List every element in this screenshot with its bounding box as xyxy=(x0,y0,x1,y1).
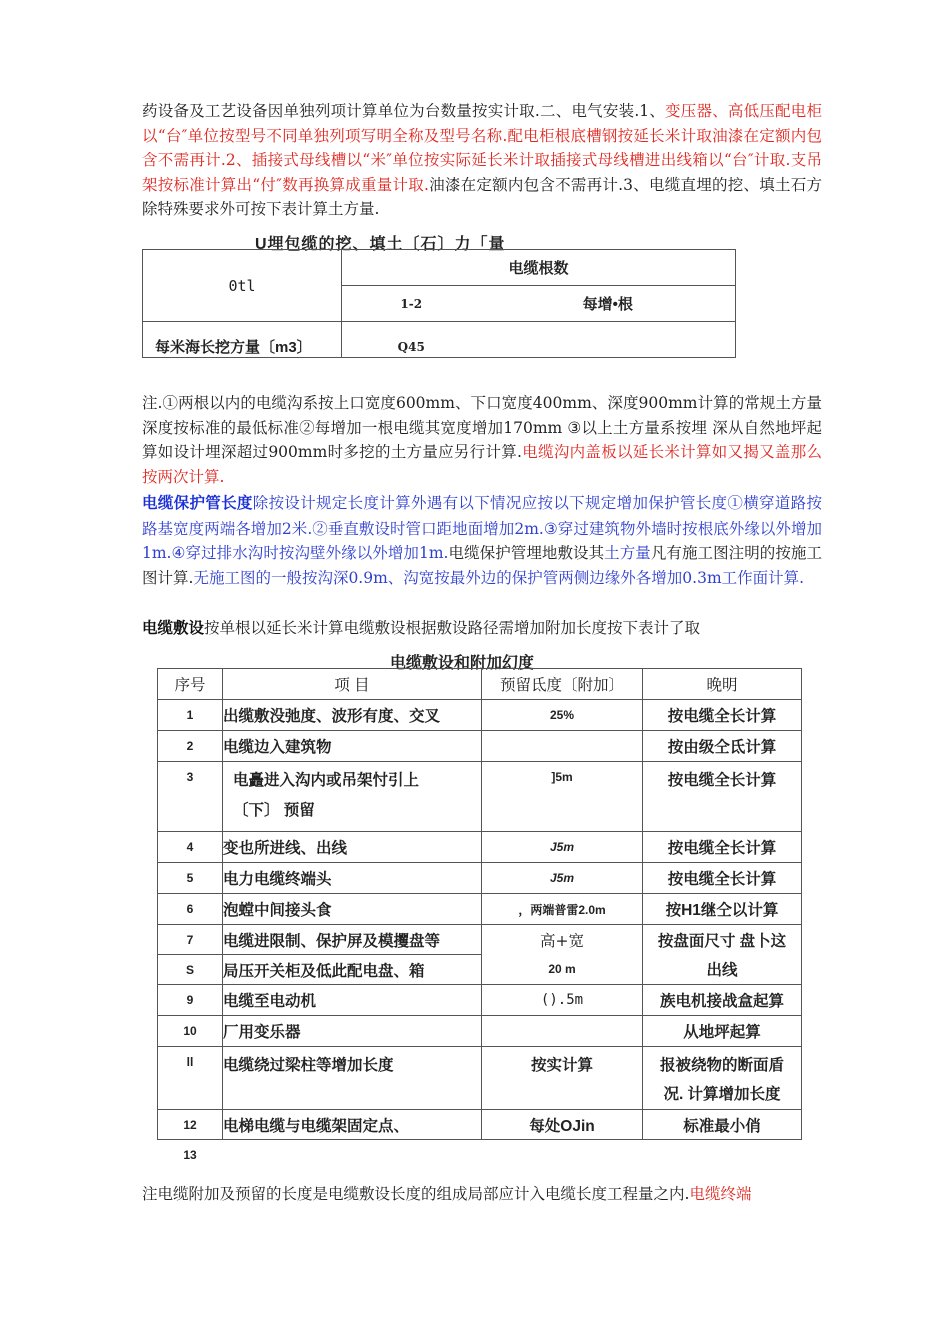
row-no: 2 xyxy=(158,731,223,762)
row-len: 高+宽 xyxy=(482,925,643,955)
row-no: 5 xyxy=(158,863,223,894)
table-row xyxy=(158,762,802,832)
row-len: 20 m xyxy=(482,955,643,985)
table2-header-len: 预留氐度〔附加〕 xyxy=(482,669,643,700)
row-no: S xyxy=(158,955,223,985)
paragraph-note-cable-length xyxy=(142,1182,822,1207)
p1-text-b: 变压器、高低压配电柜以“台″单位按型号不同单独列项写明全称及型号名称.配电柜根底槽钢按延长米计取油漆在定额内包含不需再计.2、插接式母线槽以“米″单位按实际延长米计取插接式母线槽进出线箱以“台″计取.支吊架按标准计算出“付″数再换算成重量计取. xyxy=(142,102,822,194)
table2-header-no: 序号 xyxy=(158,669,223,700)
table1-row-val2 xyxy=(480,322,735,358)
row-note-line2: 况. 计算增加长度 xyxy=(663,1086,781,1103)
row-item: 电梯电缆与电缆架固定点、 xyxy=(223,1110,482,1140)
paragraph-protection-pipe xyxy=(142,491,822,590)
row-len: 每处OJin xyxy=(482,1110,643,1140)
table-row xyxy=(158,955,802,985)
row-len: ]5m xyxy=(482,762,643,832)
table-row xyxy=(158,925,802,955)
row-len: J5m xyxy=(482,863,643,894)
row-no: 7 xyxy=(158,925,223,955)
row-note: 按由级仝氐计算 xyxy=(643,731,802,762)
row-no: 10 xyxy=(158,1016,223,1047)
row-no: 12 xyxy=(158,1110,223,1140)
table-row xyxy=(158,731,802,762)
p3-heading: 电缆保护管长度 xyxy=(142,495,253,512)
row-item: 出缆敷没弛度、波形有度、交叉 xyxy=(223,700,482,731)
p3-text-f: 沟宽按最外边的保护管两侧边缘外各增加0.3m工作面计算. xyxy=(403,568,805,587)
row-len: J5m xyxy=(482,832,643,863)
table-row xyxy=(158,894,802,925)
row-item-line1: 电矗进入沟内或吊架忖引上 xyxy=(233,772,420,789)
row-note: 按电缆全长计算 xyxy=(643,762,802,832)
table-row xyxy=(158,1047,802,1110)
table1-col2: 每增•根 xyxy=(480,286,735,322)
row-no: 1 xyxy=(158,700,223,731)
table2 xyxy=(157,668,802,1170)
table1-col1: 1-2 xyxy=(342,286,481,322)
paragraph-electrical-install xyxy=(142,99,822,222)
p3-text-d: 凡有施工图注明的按施工图计算. xyxy=(142,544,822,587)
table2-title: 电缆敷设和附加幻度 xyxy=(390,655,535,672)
p3-text-e: 无施工图的一般按沟深0.9m、 xyxy=(193,568,404,587)
row-no: 13 xyxy=(183,1147,197,1162)
table-row xyxy=(158,700,802,731)
paragraph-cable-laying xyxy=(142,616,822,642)
p5-text-a: 注电缆附加及预留的长度是电缆敷设长度的组成局部应计入电缆长度工程量之内. xyxy=(142,1185,690,1203)
row-no: 9 xyxy=(158,985,223,1016)
p3-text-c: 土方量 xyxy=(604,544,651,562)
row-item: 电力电缆终端头 xyxy=(223,863,482,894)
table1 xyxy=(142,249,736,358)
row-len xyxy=(482,1016,643,1047)
row-note-line1: 报被绕物的断面盾 xyxy=(659,1057,784,1074)
row-no: ll xyxy=(158,1047,223,1110)
row-note: 族电机接战盒起算 xyxy=(643,985,802,1016)
row-item xyxy=(223,762,482,832)
row-item-line2: 〔下〕 预留 xyxy=(233,802,315,819)
row-note: 按H1继仝以计算 xyxy=(643,894,802,925)
table-row xyxy=(158,1110,802,1140)
row-item: 电缆进限制、保护屏及模攫盘等 xyxy=(223,925,482,955)
table2-header-item: 项 目 xyxy=(223,669,482,700)
table-row xyxy=(158,1016,802,1047)
row-item: 厂用变乐器 xyxy=(223,1016,482,1047)
table-row xyxy=(158,863,802,894)
row-len: 按实计算 xyxy=(482,1047,643,1110)
row-len: 25% xyxy=(482,700,643,731)
row-no: 4 xyxy=(158,832,223,863)
row-note: 标准最小俏 xyxy=(643,1110,802,1140)
table1-group-header: 电缆根数 xyxy=(342,250,736,286)
p4-heading: 电缆敷设 xyxy=(142,620,205,637)
row-item: 局压开关柜及低此配电盘、箱 xyxy=(223,955,482,985)
table1-row-label: 每米海长挖方量〔m3〕 xyxy=(143,322,342,358)
p4-text-a: 按单根以延长米计算电缆敷设根据敷设路径需增加附加长度按下表计了取 xyxy=(204,619,701,637)
table1-row-val1: Q45 xyxy=(342,322,481,358)
row-note xyxy=(643,1140,802,1170)
table-row xyxy=(158,1140,802,1170)
row-item: 电缆绕过梁柱等增加长度 xyxy=(223,1047,482,1110)
row-len xyxy=(482,1140,643,1170)
row-len: ().5m xyxy=(482,985,643,1016)
p5-text-b: 电缆终端 xyxy=(689,1185,752,1203)
p2-text-b: 电缆沟内盖板以延长米计算如又揭又盖那么按两次计算. xyxy=(142,443,822,486)
p1-text-c: 油漆在定额内包含不需再计.3、电缆直埋的挖、填土石方除特殊要求外可按下表计算土方量. xyxy=(142,175,822,218)
table2-header-note: 晚明 xyxy=(643,669,802,700)
table1-corner: 0tl xyxy=(143,250,342,322)
row-item: 变也所进线、出线 xyxy=(223,832,482,863)
p1-text-a: 药设备及工艺设备因单独列项计算单位为台数量按实计取.二、电气安装.1、 xyxy=(142,102,666,120)
row-note: 按电缆全长计算 xyxy=(643,863,802,894)
row-note: 按盘面尺寸 盘卜这 xyxy=(643,925,802,955)
row-note: 按电缆全长计算 xyxy=(643,832,802,863)
row-no: 6 xyxy=(158,894,223,925)
table1-title: U埋包缆的挖、填土〔石〕力「量 xyxy=(255,236,506,253)
row-note: 按电缆全长计算 xyxy=(643,700,802,731)
row-item xyxy=(223,1140,482,1170)
row-item: 电缆边入建筑物 xyxy=(223,731,482,762)
p3-text-b: 电缆保护管埋地敷设其 xyxy=(448,544,605,562)
row-no: 3 xyxy=(158,762,223,832)
row-note: 从地坪起算 xyxy=(643,1016,802,1047)
table-row xyxy=(158,832,802,863)
row-note: 出线 xyxy=(643,955,802,985)
row-item: 电缆至电动机 xyxy=(223,985,482,1016)
row-item: 泡螳中间接头食 xyxy=(223,894,482,925)
p2-text-a: 注.①两根以内的电缆沟系按上口宽度600mm、下口宽度400mm、深度900mm计算的常规土方量深度按标准的最低标准②每增加一根电缆其宽度增加170mm ③以上土方量系按埋 深从自然地坪起算如设计埋深超过900mm时多挖的土方量应另行计算. xyxy=(142,394,822,461)
row-len: ，两端普雷2.0m xyxy=(482,894,643,925)
row-len xyxy=(482,731,643,762)
p3-text-a: 除按设计规定长度计算外遇有以下情况应按以下规定增加保护管长度①横穿道路按路基宽度两端各增加2米.②垂直敷设时管口距地面增加2m.③穿过建筑物外墙时按根底外缘以外增加1m.④穿过排水沟时按沟壁外缘以外增加1m. xyxy=(142,494,822,562)
row-note xyxy=(643,1047,802,1110)
table-row xyxy=(158,985,802,1016)
paragraph-note-trench xyxy=(142,391,822,489)
